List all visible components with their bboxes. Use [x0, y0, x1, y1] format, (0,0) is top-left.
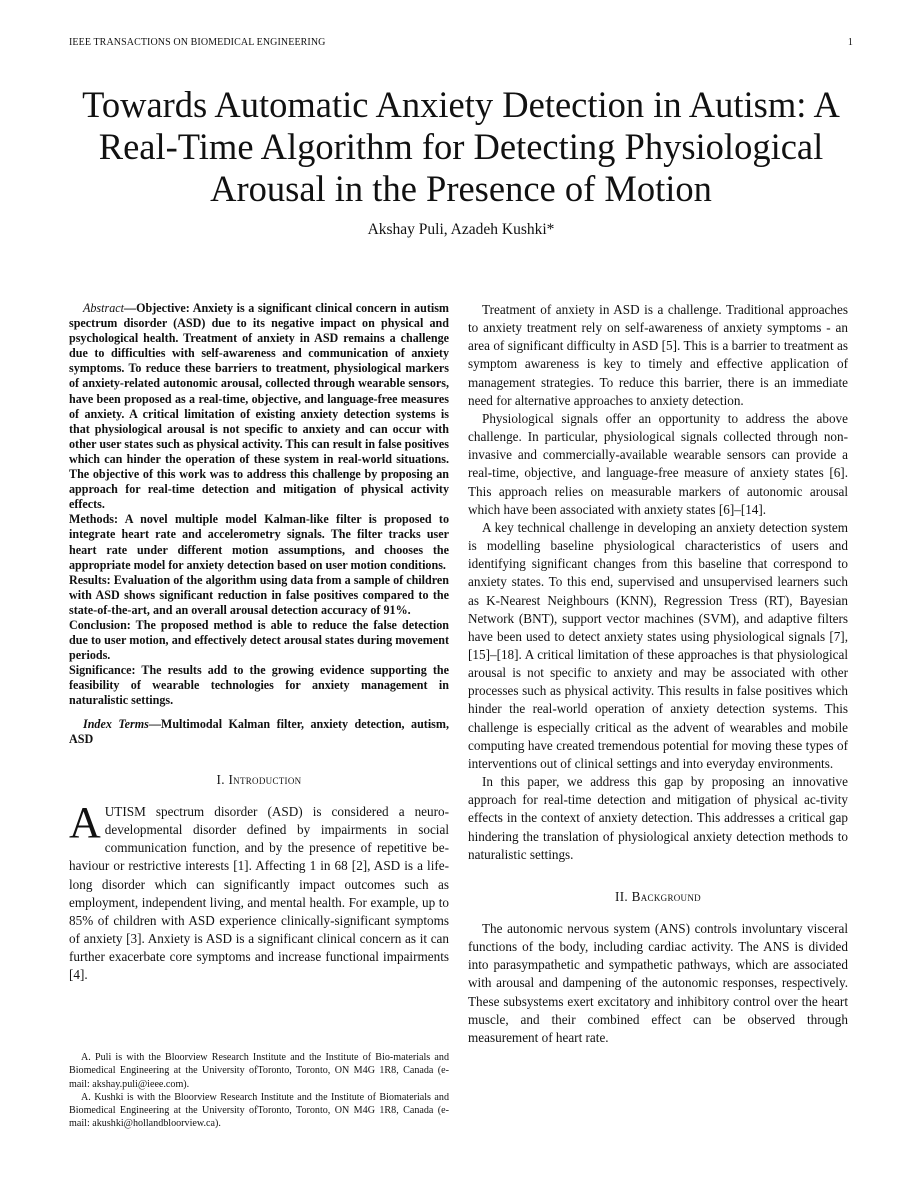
paper-title: Towards Automatic Anxiety Detection in Autism: A Real-Time Algorithm for Detecting Physiological Arousal in the Presence of Motion [82, 84, 840, 209]
body-paragraph: The autonomic nervous system (ANS) controls involuntary visceral functions of the body, including cardiac activity. The ANS is divided into parasympathetic and sympathetic pathways, which are associated with arousal and dampening of the autonomic responses, respectively. These subsystems exert excitatory and inhibitory control over the heart muscle, and their combined effect can be observed through measurement of heart rate. [468, 921, 848, 1045]
index-terms-label: Index Terms [83, 716, 149, 731]
right-column [468, 301, 848, 1047]
section-title: Background [631, 888, 701, 904]
footnote-author-1: A. Puli is with the Bloorview Research Institute and the Institute of Bio-materials and Biomedical Engineering at the University ofToronto, Toronto, ON M4G 1R8, Canada (e-mail: akshay.puli@ieee.com). [69, 1052, 449, 1090]
section-heading-introduction [69, 771, 449, 789]
introduction-text: UTISM spectrum disorder (ASD) is considered a neuro-developmental disorder defined by impairments in social communication function, and by the presence of repetitive be-haviour or restrictive interests [1]. Affecting 1 in 68 [2], ASD is a life-long disorder which can significantly impact outcomes such as employment, independent living, and mental health. For example, up to 85% of children with ASD experience clinically-significant symptoms of anxiety [3]. Anxiety is ASD is a significant clinical concern as it can further exacerbate core symptoms and increase functional impairments [4]. [69, 803, 449, 983]
author-list: Akshay Puli, Azadeh Kushki* [367, 221, 555, 238]
abstract [69, 301, 449, 709]
section-title: Introduction [228, 771, 302, 787]
abstract-conclusion: Conclusion: The proposed method is able to reduce the false detection due to user motion, and effectively detect arousal states during movement periods. [69, 617, 449, 663]
body-paragraph: Treatment of anxiety in ASD is a challenge. Traditional approaches to anxiety treatment rely on self-awareness of anxiety symptoms - an area of significant difficulty in ASD [5]. This is a barrier to treatment as symptom awareness is key to timely and effective application of management strategies. To reduce this barrier, there is an immediate need for alternative approaches to anxiety detection. [468, 302, 848, 408]
abstract-methods: Methods: A novel multiple model Kalman-like filter is proposed to integrate heart rate and accelerometry signals. The filter tracks user heart rate under different motion assumptions, and chooses the appropriate model for anxiety detection based on user motion conditions. [69, 512, 449, 572]
journal-name: IEEE TRANSACTIONS ON BIOMEDICAL ENGINEERING [69, 37, 326, 48]
abstract-label: Abstract [83, 301, 124, 315]
drop-cap: A [69, 797, 101, 847]
abstract-results: Results: Evaluation of the algorithm using data from a sample of children with ASD shows significant reduction in false positives compared to the state-of-the-art, and an overall arousal detection accuracy of 91%. [69, 572, 449, 617]
body-paragraph: In this paper, we address this gap by proposing an innovative approach for real-time detection and mitigation of physical ac-tivity effects in the context of anxiety detection. This addresses a critical gap hindering the translation of physiological anxiety detection methods to naturalistic settings. [468, 774, 848, 862]
left-column [69, 301, 449, 984]
section-numeral: II. [615, 888, 629, 904]
footnote-author-2: A. Kushki is with the Bloorview Research Institute and the Institute of Biomaterials and Biomedical Engineering at the University ofToronto, Toronto, ON M4G 1R8, Canada (e-mail: akushki@hollandbloorview.ca). [69, 1091, 449, 1130]
abstract-significance: Significance: The results add to the growing evidence supporting the feasibility of wearable technologies for anxiety management in naturalistic settings. [69, 663, 449, 708]
page-number: 1 [847, 37, 853, 48]
section-numeral: I. [216, 771, 225, 787]
body-paragraph: Physiological signals offer an opportunity to address the above challenge. In particular, physiological signals collected through non-invasive and commercially-available wearable sensors can provide a real-time, objective, and language-free measure of anxiety states [6]. This approach relies on measurable markers of autonomic arousal which have been associated with anxiety states [6]–[14]. [468, 410, 848, 517]
body-paragraph: A key technical challenge in developing an anxiety detection system is modelling baseline physiological characteristics of users and identifying significant changes from this baseline that correspond to anxiety states. To this end, supervised and unsupervised learners such as K-Nearest Neighbours (KNN), Regression Tress (RT), Bayesian Network (BNT), support vector machines (SVM), and adaptive filters have been used to detect anxiety states using physiological signals [7], [15]–[18]. A critical limitation of these approaches is that physiological arousal is not specific to anxiety and may be associated with other processes such as physical activity. This results in false positives which hinder the real-world operation of anxiety detection systems. This challenge is especially critical as the advent of wearables and mobile computing have created tremendous potential for moving these types of interventions out of clinical settings and into everyday environments. [468, 519, 848, 771]
section-heading-background [468, 888, 848, 906]
index-terms-text: —Multimodal Kalman filter, anxiety detection, autism, ASD [69, 716, 449, 746]
footnotes [69, 1051, 449, 1131]
index-terms [69, 717, 449, 747]
running-header [69, 37, 853, 48]
introduction-paragraph [69, 797, 449, 985]
abstract-objective: —Objective: Anxiety is a significant clinical concern in autism spectrum disorder (ASD) due to its negative impact on physical and psychological health. Treatment of anxiety in ASD remains a challenge due to difficulties with self-awareness and communication of anxiety symptoms. To reduce these barriers to treatment, physiological markers of anxiety-related autonomic arousal, collected through wearable sensors, have been proposed as a real-time, objective, and language-free measures of anxiety. A critical limitation of existing anxiety detection systems is that physiological arousal is not specific to anxiety and can occur with other user states such as physical activity. This can result in false positives which can hinder the operation of these system in real-world situations. The objective of this work was to address this challenge by proposing an approach for real-time detection and mitigation of physical activity effects. [69, 301, 449, 512]
